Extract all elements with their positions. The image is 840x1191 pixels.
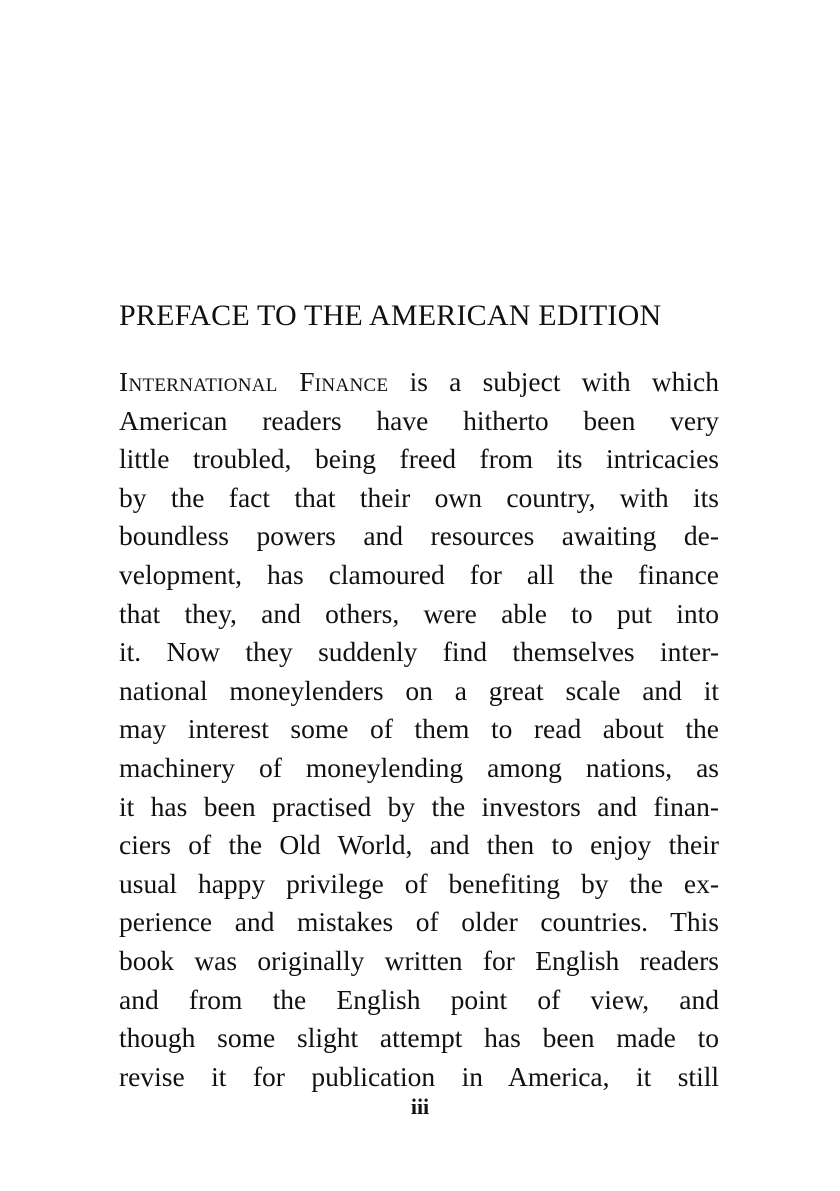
text-line: it has been practised by the investors and finan- — [119, 790, 719, 822]
text-line: revise it for publication in America, it still — [119, 1060, 719, 1092]
text-line: may interest some of them to read about the — [119, 713, 719, 745]
text-line: velopment, has clamoured for all the finance — [119, 558, 719, 590]
text-line: that they, and others, were able to put into — [119, 597, 719, 629]
text-line: though some slight attempt has been made to — [119, 1022, 719, 1054]
text-line: machinery of moneylending among nations, as — [119, 751, 719, 783]
text-line: little troubled, being freed from its intricacies — [119, 443, 719, 475]
preface-body — [119, 363, 719, 1096]
text-line: by the fact that their own country, with its — [119, 481, 719, 513]
text-line: American readers have hitherto been very — [119, 404, 719, 436]
text-line: and from the English point of view, and — [119, 983, 719, 1015]
text-line-content: is a subject with which — [388, 366, 719, 397]
text-line: it. Now they suddenly find themselves inter- — [119, 636, 719, 668]
page-number: iii — [410, 1094, 430, 1119]
text-line: boundless powers and resources awaiting de- — [119, 520, 719, 552]
text-line: book was originally written for English readers — [119, 944, 719, 976]
text-line: perience and mistakes of older countries. This — [119, 906, 719, 938]
text-line: ciers of the Old World, and then to enjoy their — [119, 829, 719, 861]
page-title: PREFACE TO THE AMERICAN EDITION — [119, 299, 662, 332]
text-line — [119, 363, 719, 402]
text-line: national moneylenders on a great scale and it — [119, 674, 719, 706]
text-line: usual happy privilege of benefiting by the ex- — [119, 867, 719, 899]
opening-small-caps: International Finance — [119, 366, 389, 397]
